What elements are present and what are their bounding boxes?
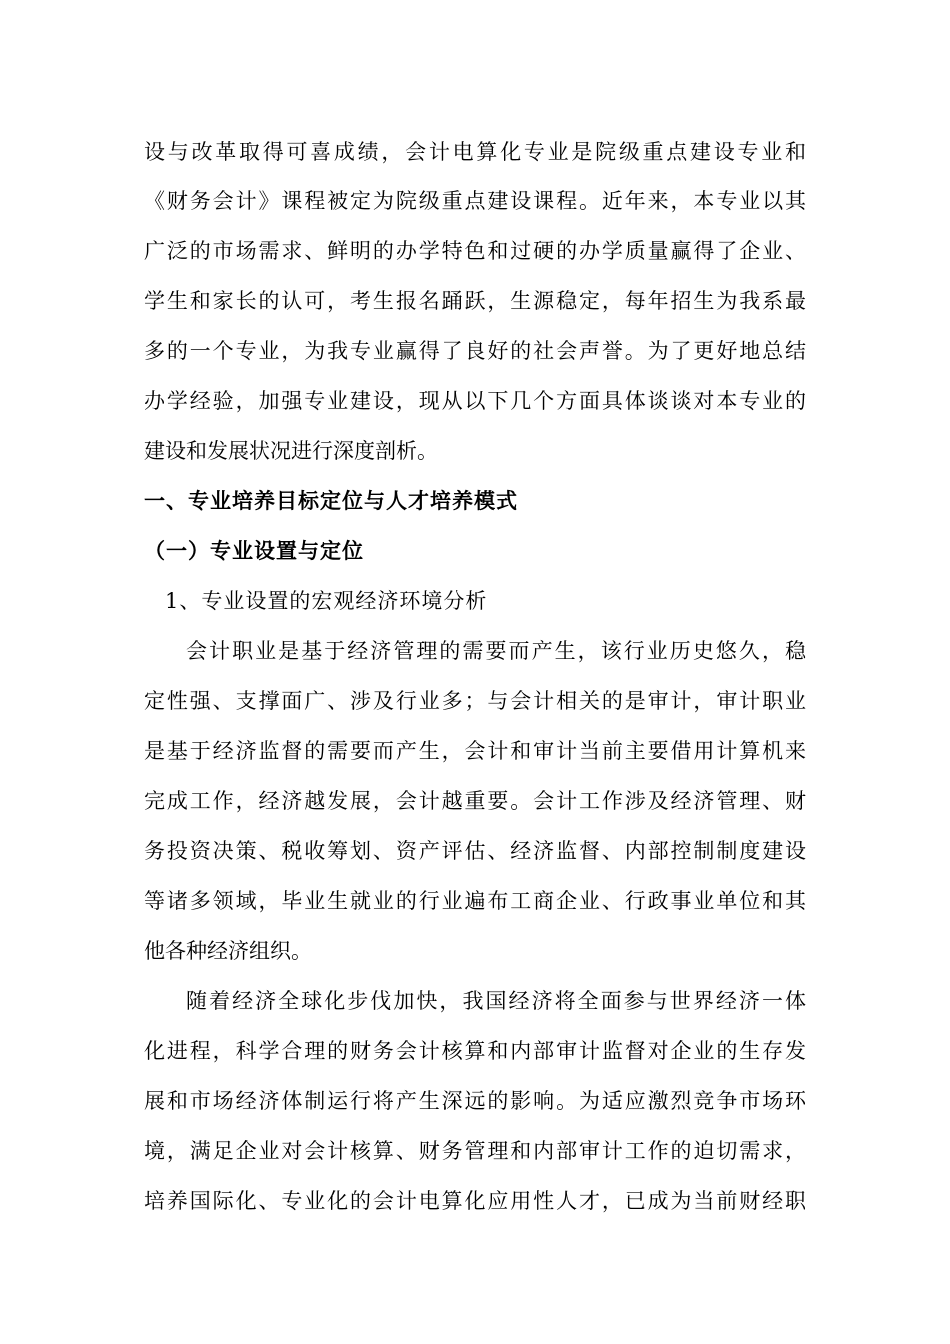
intro-line-7: 建设和发展状况进行深度剖析。 [144, 439, 438, 463]
intro-line-2: 《财务会计》课程被定为院级重点建设课程。近年来，本专业以其 [144, 189, 806, 213]
intro-line-6: 办学经验，加强专业建设，现从以下几个方面具体谈谈对本专业的 [144, 389, 806, 413]
para1-line-1: 会计职业是基于经济管理的需要而产生，该行业历史悠久，稳 [186, 639, 806, 663]
intro-line-3: 广泛的市场需求、鲜明的办学特色和过硬的办学质量赢得了企业、 [144, 239, 806, 263]
para2-line-1: 随着经济全球化步伐加快，我国经济将全面参与世界经济一体 [186, 989, 806, 1013]
para2-line-5: 培养国际化、专业化的会计电算化应用性人才，已成为当前财经职 [144, 1189, 806, 1213]
para1-line-5: 务投资决策、税收筹划、资产评估、经济监督、内部控制制度建设 [144, 839, 806, 863]
section-heading: 一、专业培养目标定位与人才培养模式 [144, 489, 518, 513]
para2-line-4: 境，满足企业对会计核算、财务管理和内部审计工作的迫切需求， [144, 1139, 806, 1163]
para2-line-3: 展和市场经济体制运行将产生深远的影响。为适应激烈竞争市场环 [144, 1089, 806, 1113]
intro-line-4: 学生和家长的认可，考生报名踊跃，生源稳定，每年招生为我系最 [144, 289, 806, 313]
intro-line-1: 设与改革取得可喜成绩，会计电算化专业是院级重点建设专业和 [144, 140, 806, 164]
para1-line-7: 他各种经济组织。 [144, 939, 312, 963]
para2-line-2: 化进程，科学合理的财务会计核算和内部审计监督对企业的生存发 [144, 1039, 806, 1063]
para1-line-4: 完成工作，经济越发展，会计越重要。会计工作涉及经济管理、财 [144, 789, 806, 813]
para1-line-2: 定性强、支撑面广、涉及行业多；与会计相关的是审计，审计职业 [144, 689, 806, 713]
para1-line-6: 等诸多领域，毕业生就业的行业遍布工商企业、行政事业单位和其 [144, 889, 806, 913]
intro-line-5: 多的一个专业，为我专业赢得了良好的社会声誉。为了更好地总结 [144, 339, 806, 363]
subsection-heading: （一）专业设置与定位 [144, 539, 364, 563]
para1-line-3: 是基于经济监督的需要而产生，会计和审计当前主要借用计算机来 [144, 739, 806, 763]
item-heading: 1、专业设置的宏观经济环境分析 [165, 589, 488, 613]
